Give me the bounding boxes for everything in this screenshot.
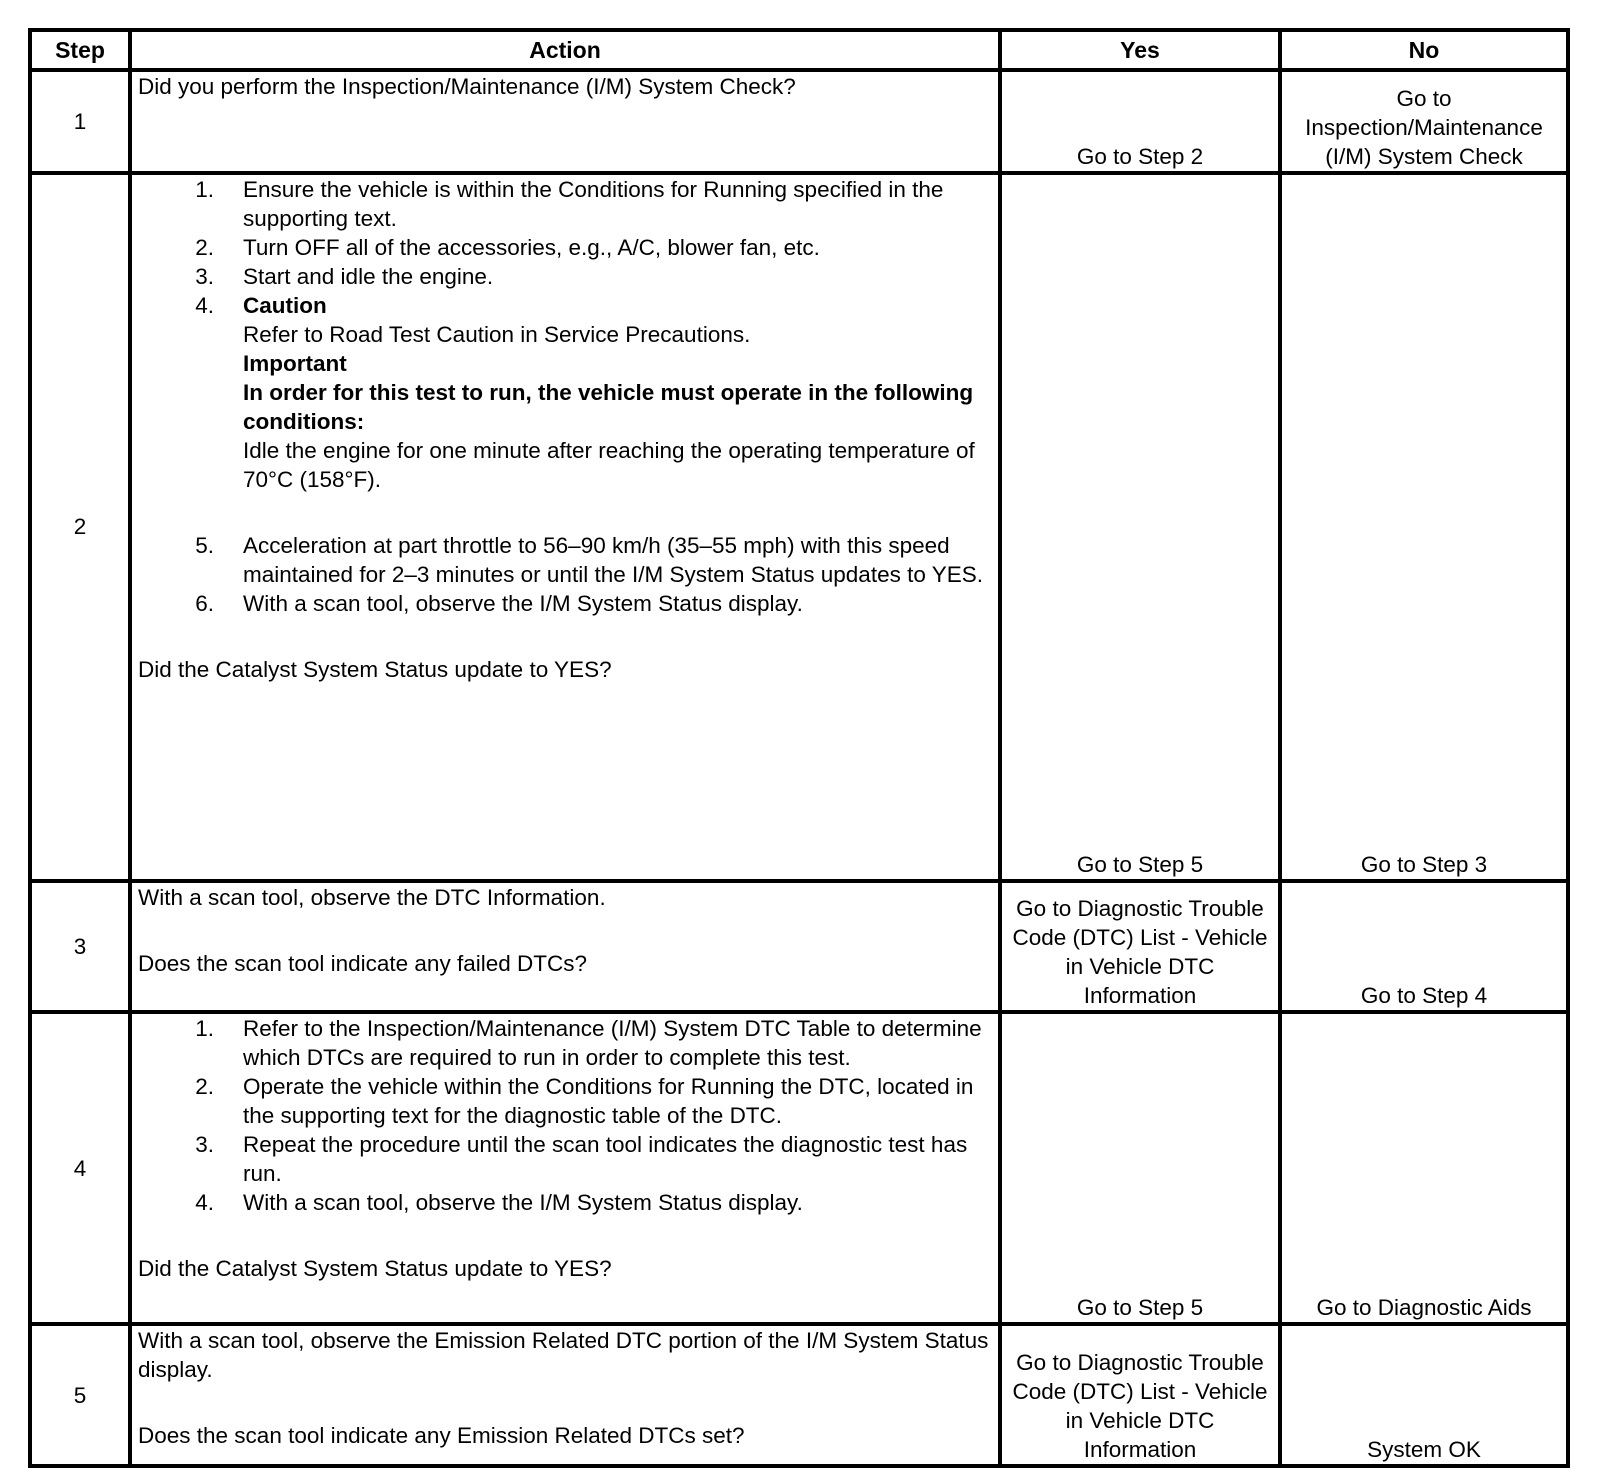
yes-result: Go to Step 5 [1000,1012,1280,1324]
list-item: 4. With a scan tool, observe the I/M System Status display. [195,1190,803,1216]
header-step: Step [30,30,130,70]
action-cell [130,70,1000,173]
action-cell [130,881,1000,1012]
question-text: Did the Catalyst System Status update to YES? [138,1256,612,1282]
condition-text: Idle the engine for one minute after reaching the operating temperature of 70°C (158°F). [243,437,975,492]
procedure-list [138,1014,992,1217]
list-item: 4. Caution Refer to Road Test Caution in Service Precautions. Important In order for this test to run, the vehicle must operate in the following conditions: Idle the engine for one minute after reaching the operating temperature of 70°C (158°F). [138,291,992,494]
table-row [30,1324,1568,1466]
step-number: 3 [30,881,130,1012]
diagnostic-table [28,28,1570,1468]
question-text: Does the scan tool indicate any Emission Related DTCs set? [138,1423,745,1449]
step-number: 4 [30,1012,130,1324]
no-result: Go to Step 3 [1280,173,1568,881]
no-result: System OK [1280,1324,1568,1466]
step-number: 2 [30,173,130,881]
caution-label: Caution [243,292,327,318]
yes-result: Go to Diagnostic Trouble Code (DTC) List - Vehicle in Vehicle DTC Information [1000,1324,1280,1466]
instruction-text: With a scan tool, observe the Emission Related DTC portion of the I/M System Status display. [138,1328,989,1383]
step-number: 5 [30,1324,130,1466]
question-text: Did you perform the Inspection/Maintenance (I/M) System Check? [138,74,796,99]
yes-result: Go to Step 5 [1000,173,1280,881]
list-item: 1. Refer to the Inspection/Maintenance (I/M) System DTC Table to determine which DTCs are required to run in order to complete this test. [195,1016,982,1071]
table-row [30,173,1568,881]
question-text: Does the scan tool indicate any failed DTCs? [138,950,587,976]
header-row [30,30,1568,70]
table-row [30,1012,1568,1324]
list-item: 2. Turn OFF all of the accessories, e.g., A/C, blower fan, etc. [195,234,820,260]
procedure-list [138,175,992,618]
list-item: 1. Ensure the vehicle is within the Conditions for Running specified in the supporting text. [195,176,944,231]
no-result: Go to Inspection/Maintenance (I/M) System Check [1280,70,1568,173]
caution-text: Refer to Road Test Caution in Service Precautions. [243,321,751,347]
header-yes: Yes [1000,30,1280,70]
yes-result: Go to Step 2 [1000,70,1280,173]
list-item: 3. Start and idle the engine. [195,263,494,289]
important-text: In order for this test to run, the vehicle must operate in the following conditions: [243,379,974,434]
action-cell [130,1012,1000,1324]
header-no: No [1280,30,1568,70]
list-item: 3. Repeat the procedure until the scan tool indicates the diagnostic test has run. [195,1132,968,1187]
table-row [30,881,1568,1012]
header-action: Action [130,30,1000,70]
no-result: Go to Step 4 [1280,881,1568,1012]
list-item: 6. With a scan tool, observe the I/M System Status display. [195,590,803,616]
yes-result: Go to Diagnostic Trouble Code (DTC) List - Vehicle in Vehicle DTC Information [1000,881,1280,1012]
action-cell [130,1324,1000,1466]
step-number: 1 [30,70,130,173]
list-item: 5. Acceleration at part throttle to 56–90 km/h (35–55 mph) with this speed maintained for 2–3 minutes or until the I/M System Status updates to YES. [195,532,983,587]
question-text: Did the Catalyst System Status update to YES? [138,656,612,682]
important-label: Important [243,350,347,376]
no-result: Go to Diagnostic Aids [1280,1012,1568,1324]
instruction-text: With a scan tool, observe the DTC Information. [138,884,606,910]
list-item: 2. Operate the vehicle within the Conditions for Running the DTC, located in the supporting text for the diagnostic table of the DTC. [195,1074,974,1129]
table-row [30,70,1568,173]
action-cell [130,173,1000,881]
